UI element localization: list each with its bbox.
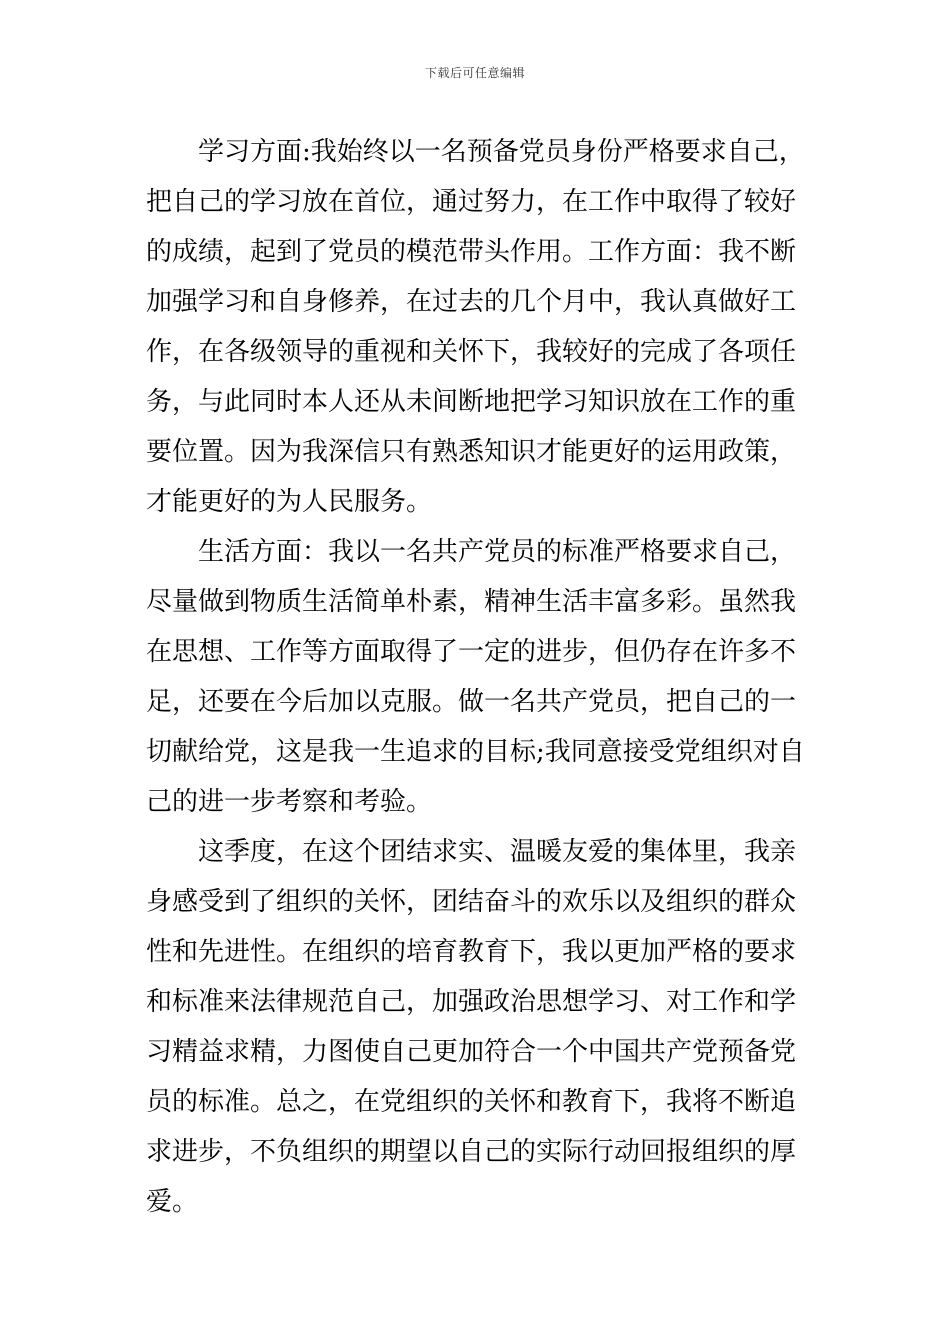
- paragraph-line: 作，在各级领导的重视和关怀下，我较好的完成了各项任: [146, 337, 797, 367]
- paragraph-line: 把自己的学习放在首位，通过努力，在工作中取得了较好: [146, 187, 797, 217]
- paragraph-line: 切献给党，这是我一生追求的目标;我同意接受党组织对自: [146, 737, 805, 767]
- paragraph-study-work: [146, 127, 806, 527]
- paragraph-line: 加强学习和自身修养，在过去的几个月中，我认真做好工: [146, 287, 797, 317]
- paragraph-line: 务，与此同时本人还从未间断地把学习知识放在工作的重: [146, 387, 797, 417]
- paragraph-line: 身感受到了组织的关怀，团结奋斗的欢乐以及组织的群众: [146, 887, 797, 917]
- paragraph-line: 足，还要在今后加以克服。做一名共产党员，把自己的一: [146, 687, 797, 717]
- page-header: 下载后可任意编辑: [424, 66, 525, 80]
- paragraph-line: 生活方面：我以一名共产党员的标准严格要求自己，: [198, 537, 797, 567]
- document-body: [146, 127, 806, 1227]
- paragraph-line: 己的进一步考察和考验。: [146, 787, 433, 817]
- paragraph-line: 的成绩，起到了党员的模范带头作用。工作方面：我不断: [146, 237, 797, 267]
- paragraph-line: 性和先进性。在组织的培育教育下，我以更加严格的要求: [146, 937, 797, 967]
- paragraph-line: 要位置。因为我深信只有熟悉知识才能更好的运用政策，: [146, 437, 797, 467]
- paragraph-line: 这季度，在这个团结求实、温暖友爱的集体里，我亲: [198, 837, 797, 867]
- paragraph-line: 尽量做到物质生活简单朴素，精神生活丰富多彩。虽然我: [146, 587, 797, 617]
- paragraph-line: 和标准来法律规范自己，加强政治思想学习、对工作和学: [146, 987, 797, 1017]
- paragraph-line: 爱。: [146, 1187, 199, 1217]
- paragraph-this-quarter: [146, 827, 806, 1227]
- paragraph-life: [146, 527, 806, 827]
- paragraph-line: 学习方面:我始终以一名预备党员身份严格要求自己，: [198, 137, 805, 167]
- paragraph-line: 求进步，不负组织的期望以自己的实际行动回报组织的厚: [146, 1137, 797, 1167]
- paragraph-line: 在思想、工作等方面取得了一定的进步，但仍存在许多不: [146, 637, 797, 667]
- paragraph-line: 习精益求精，力图使自己更加符合一个中国共产党预备党: [146, 1037, 797, 1067]
- paragraph-line: 才能更好的为人民服务。: [146, 487, 433, 517]
- paragraph-line: 员的标准。总之，在党组织的关怀和教育下，我将不断追: [146, 1087, 797, 1117]
